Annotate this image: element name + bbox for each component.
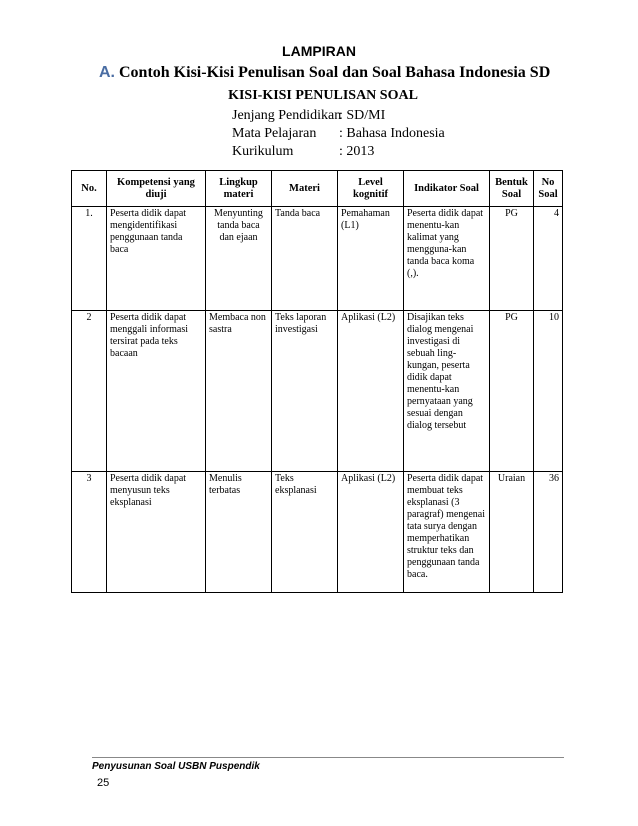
cell-materi: Tanda baca	[272, 207, 338, 311]
header-cell: Kompetensi yang diuji	[107, 171, 206, 207]
meta-row-mapel	[232, 125, 445, 143]
header-cell: Indikator Soal	[404, 171, 490, 207]
cell-indikator: Peserta didik dapat menentu-kan kalimat yang mengguna-kan tanda baca koma (,).	[404, 207, 490, 311]
cell-kompetensi: Peserta didik dapat menyusun teks eksplanasi	[107, 472, 206, 593]
cell-level: Pemahaman (L1)	[338, 207, 404, 311]
cell-indikator: Disajikan teks dialog mengenai investigasi di sebuah ling-kungan, peserta didik dapat menentu-kan pernyataan yang sesuai dengan dialog tersebut	[404, 311, 490, 472]
header-cell: No.	[72, 171, 107, 207]
page-number: 25	[97, 777, 110, 789]
cell-indikator: Peserta didik dapat membuat teks eksplanasi (3 paragraf) mengenai tata surya dengan memperhatikan struktur teks dan penggunaan tanda baca.	[404, 472, 490, 593]
header-cell: No Soal	[534, 171, 563, 207]
page-title: LAMPIRAN	[282, 43, 356, 59]
cell-lingkup: Menyunting tanda baca dan ejaan	[206, 207, 272, 311]
cell-no: 3	[72, 472, 107, 593]
header-cell: Bentuk Soal	[490, 171, 534, 207]
cell-kompetensi: Peserta didik dapat menggali informasi tersirat pada teks bacaan	[107, 311, 206, 472]
kisi-kisi-table	[71, 170, 563, 593]
meta-row-kurikulum	[232, 143, 445, 161]
cell-bentuk: PG	[490, 207, 534, 311]
cell-no: 1.	[72, 207, 107, 311]
meta-value: : 2013	[339, 144, 375, 159]
cell-no-soal: 4	[534, 207, 563, 311]
cell-materi: Teks eksplanasi	[272, 472, 338, 593]
table-row	[72, 472, 563, 593]
cell-level: Aplikasi (L2)	[338, 472, 404, 593]
meta-value: : Bahasa Indonesia	[339, 126, 445, 141]
table-title: KISI-KISI PENULISAN SOAL	[228, 88, 418, 103]
cell-bentuk: Uraian	[490, 472, 534, 593]
cell-no: 2	[72, 311, 107, 472]
header-cell: Lingkup materi	[206, 171, 272, 207]
meta-label: Mata Pelajaran	[232, 126, 317, 141]
cell-level: Aplikasi (L2)	[338, 311, 404, 472]
header-cell: Materi	[272, 171, 338, 207]
cell-no-soal: 10	[534, 311, 563, 472]
table-row	[72, 207, 563, 311]
meta-label: Jenjang Pendidikan	[232, 108, 342, 123]
meta-row-jenjang	[232, 107, 445, 125]
cell-bentuk: PG	[490, 311, 534, 472]
cell-lingkup: Membaca non sastra	[206, 311, 272, 472]
meta-value: : SD/MI	[339, 108, 386, 123]
section-heading	[99, 64, 550, 82]
meta-label: Kurikulum	[232, 144, 294, 159]
section-letter: A.	[99, 64, 115, 81]
cell-no-soal: 36	[534, 472, 563, 593]
table-row	[72, 311, 563, 472]
footer-text: Penyusunan Soal USBN Puspendik	[92, 761, 260, 772]
cell-kompetensi: Peserta didik dapat mengidentifikasi penggunaan tanda baca	[107, 207, 206, 311]
footer-divider	[92, 757, 564, 758]
meta-info	[232, 107, 445, 161]
cell-lingkup: Menulis terbatas	[206, 472, 272, 593]
table-header-row	[72, 171, 563, 207]
cell-materi: Teks laporan investigasi	[272, 311, 338, 472]
header-cell: Level kognitif	[338, 171, 404, 207]
section-title: Contoh Kisi-Kisi Penulisan Soal dan Soal Bahasa Indonesia SD	[119, 64, 551, 81]
